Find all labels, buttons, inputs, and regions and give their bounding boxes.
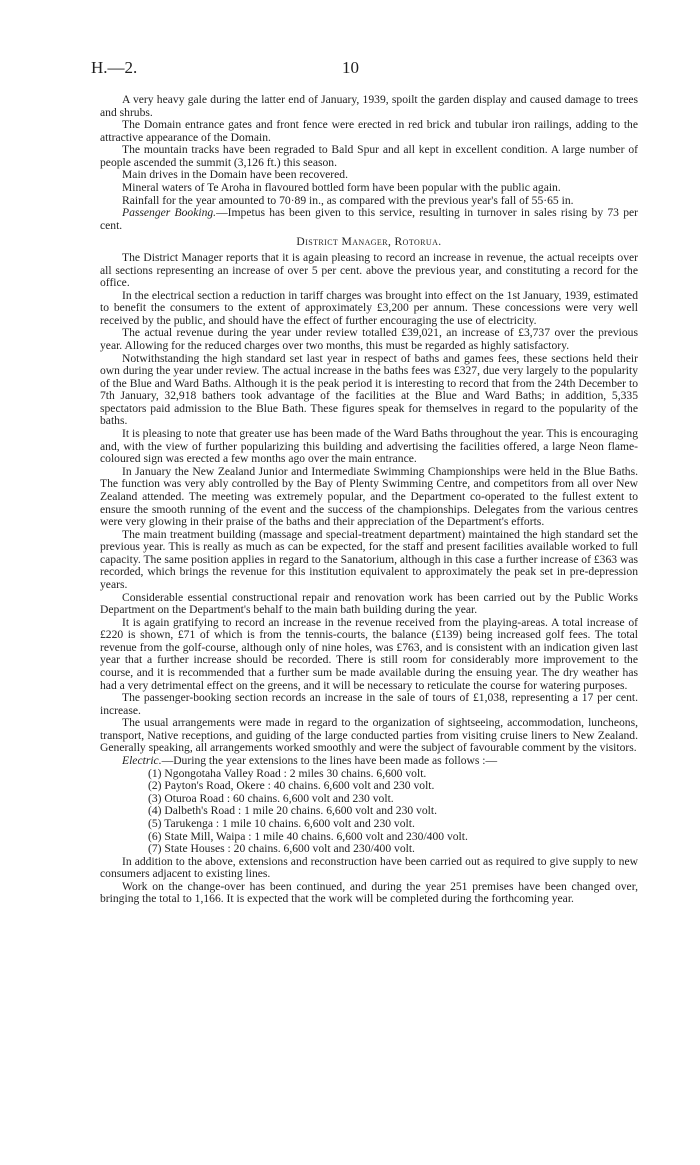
electric-intro-text: —During the year extensions to the lines have been made as follows :— (161, 754, 498, 768)
paragraph-baths-fees: Notwithstanding the high standard set last year in respect of baths and games fees, these sections held their own during the year under review. The actual increase in the baths fees was £327, due very largely to the popularity of the Blue and Ward Baths. Although it is the peak period it is interesting to record that from the 24th December to 7th January, 32,918 bathers took advantage of the facilities at the Blue and Ward Baths; in addition, 5,335 spectators paid admission to the Blue Bath. These figures speak for themselves in regard to the popularity of the baths. (100, 351, 638, 428)
list-item: (3) Oturoa Road : 60 chains. 6,600 volt and 230 volt. (148, 791, 394, 805)
page-number: 10 (342, 58, 359, 77)
section-heading: District Manager, Rotorua. (296, 235, 442, 249)
paragraph-actual-revenue: The actual revenue during the year under review totalled £39,021, an increase of £3,737 over the previous year. Allowing for the reduced charges over two months, this must be regarded as highly satisfactory. (100, 326, 638, 352)
paragraph-mineral-waters: Mineral waters of Te Aroha in flavoured bottled form have been popular with the public again. (122, 181, 561, 195)
body-text (100, 94, 638, 906)
document-code: H.—2. (91, 58, 138, 77)
paragraph-cruise-arrangements: The usual arrangements were made in regard to the organization of sightseeing, accommodation, luncheons, transport, Native receptions, and guiding of the large conducted parties from visiting cruise liners to New Zealand. Generally speaking, all arrangements worked smoothly and were the subject of favourable comment by the visitors. (100, 716, 638, 755)
list-item: (4) Dalbeth's Road : 1 mile 20 chains. 6,600 volt and 230 volt. (148, 804, 437, 818)
paragraph-mountain-tracks: The mountain tracks have been regraded to Bald Spur and all kept in excellent condition. A large number of people ascended the summit (3,126 ft.) this season. (100, 143, 638, 169)
running-head (91, 58, 640, 82)
paragraph-passenger-booking-section: The passenger-booking section records an increase in the sale of tours of £1,038, representing a 17 per cent. increase. (100, 691, 638, 717)
paragraph-treatment-building: The main treatment building (massage and special-treatment department) maintained the high standard set the previous year. This is really as much as can be expected, for the staff and present facilities available worked to full capacity. The same position applies in regard to the Sanatorium, although in this case a further increase of £363 was recorded, which brings the revenue for this institution equivalent to approximately the peak set in pre-depression years. (100, 527, 638, 591)
paragraph-electrical-tariff: In the electrical section a reduction in tariff charges was brought into effect on the 1st January, 1939, estimated to benefit the consumers to the extent of approximately £3,200 per annum. These concessions were very well received by the public, and should have the effect of further encouraging the use of electricity. (100, 288, 638, 327)
paragraph-gale: A very heavy gale during the latter end of January, 1939, spoilt the garden display and caused damage to trees and shrubs. (100, 93, 638, 119)
paragraph-rainfall: Rainfall for the year amounted to 70·89 in., as compared with the previous year's fall of 55·65 in. (122, 193, 574, 207)
passenger-booking-text: —Impetus has been given to this service, resulting in turnover in sales rising by 73 per cent. (100, 206, 638, 232)
list-item: (2) Payton's Road, Okere : 40 chains. 6,600 volt and 230 volt. (148, 779, 435, 793)
passenger-booking-label: Passenger Booking. (122, 206, 217, 220)
paragraph-repair-work: Considerable essential constructional repair and renovation work has been carried out by the Public Works Department on the Department's behalf to the main bath building during the year. (100, 590, 638, 617)
paragraph-playing-areas: It is again gratifying to record an increase in the revenue received from the playing-areas. A total increase of £220 is shown, £71 of which is from the tennis-courts, the balance (£139) being increased golf fees. The total revenue from the golf-course, although only of nine holes, was £763, and is consistent with an indication given last year that a further increase should be recorded. There is still room for considerably more improvement to the course, and it is recommended that a further sum be made available during the ensuing year. The dry weather has had a very detrimental effect on the greens, and it will be necessary to reticulate the course for watering purposes. (100, 615, 638, 692)
paragraph-extensions-reconstruction: In addition to the above, extensions and reconstruction have been carried out as required to give supply to new consumers adjacent to existing lines. (100, 854, 638, 881)
paragraph-ward-baths: It is pleasing to note that greater use has been made of the Ward Baths throughout the year. This is encouraging and, with the view of further popularizing this building and advertising the facilities offered, a large Neon flame-coloured sign was erected a few months ago over the main entrance. (100, 427, 638, 466)
list-item: (6) State Mill, Waipa : 1 mile 40 chains. 6,600 volt and 230/400 volt. (148, 829, 468, 843)
paragraph-main-drives: Main drives in the Domain have been recovered. (122, 168, 348, 182)
list-item: (1) Ngongotaha Valley Road : 2 miles 30 chains. 6,600 volt. (148, 766, 427, 780)
paragraph-change-over: Work on the change-over has been continued, and during the year 251 premises have been changed over, bringing the total to 1,166. It is expected that the work will be completed during the forthcoming year. (100, 879, 638, 906)
list-item: (5) Tarukenga : 1 mile 10 chains. 6,600 volt and 230 volt. (148, 816, 415, 830)
paragraph-electric-intro (100, 755, 638, 768)
electric-extensions-list (100, 768, 638, 856)
paragraph-passenger-booking (100, 207, 638, 232)
electric-label: Electric. (122, 754, 162, 768)
paragraph-entrance-gates: The Domain entrance gates and front fence were erected in red brick and tubular iron railings, adding to the attractive appearance of the Domain. (100, 118, 638, 144)
paragraph-revenue-increase: The District Manager reports that it is again pleasing to record an increase in revenue, the actual receipts over all sections representing an increase of over 5 per cent. above the previous year, and constituting a record for the office. (100, 250, 638, 290)
list-item: (7) State Houses : 20 chains. 6,600 volt and 230/400 volt. (148, 842, 415, 856)
paragraph-swimming-championships: In January the New Zealand Junior and Intermediate Swimming Championships were held in the Blue Baths. The function was very ably controlled by the Bay of Plenty Swimming Centre, and competitors from all over New Zealand attended. The meeting was extremely popular, and the Department co-operated to the fullest extent to ensure the smooth running of the event and the success of the championships. Delegates from the various centres were very glowing in their praise of the baths and their appreciation of the Department's efforts. (100, 464, 638, 529)
